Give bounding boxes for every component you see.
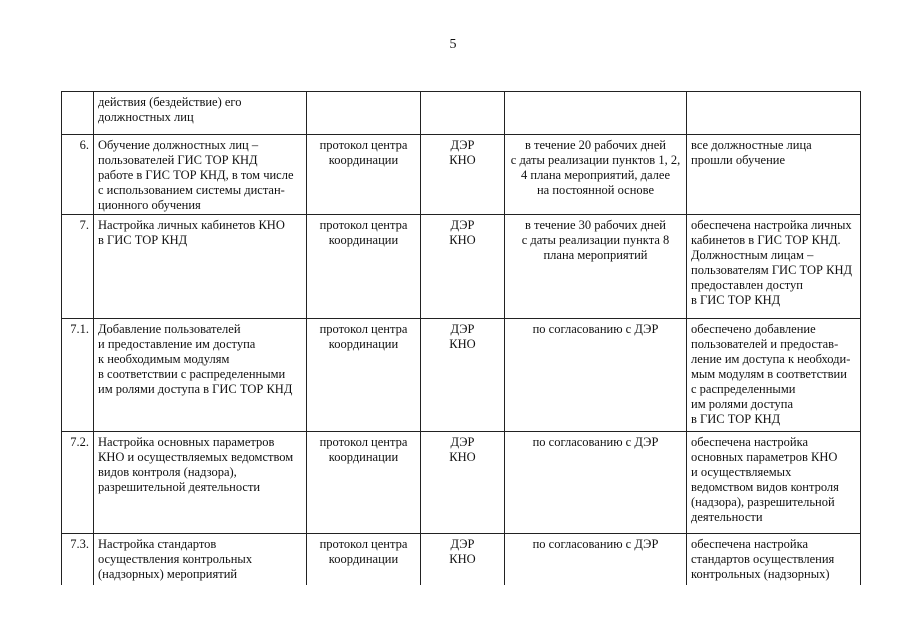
result-cell: все должностные лица прошли обучение — [687, 135, 861, 215]
responsible-cell: ДЭР КНО — [421, 534, 505, 586]
responsible-cell: ДЭР КНО — [421, 215, 505, 319]
row-number-cell: 7. — [62, 215, 94, 319]
term-cell: по согласованию с ДЭР — [505, 534, 687, 586]
result-cell: обеспечена настройка личных кабинетов в ГИС ТОР КНД. Должностным лицам – пользователям ГИС ТОР КНД предоставлен доступ в ГИС ТОР КНД — [687, 215, 861, 319]
action-cell: Настройка стандартов осуществления контрольных (надзорных) мероприятий — [94, 534, 307, 586]
term-cell: по согласованию с ДЭР — [505, 432, 687, 534]
result-cell: обеспечена настройка стандартов осуществления контрольных (надзорных) — [687, 534, 861, 586]
action-cell: действия (бездействие) его должностных лиц — [94, 92, 307, 135]
row-number-cell: 7.2. — [62, 432, 94, 534]
table-row — [62, 92, 861, 135]
document-cell: протокол центра координации — [307, 534, 421, 586]
table-row — [62, 432, 861, 534]
result-cell — [687, 92, 861, 135]
responsible-cell: ДЭР КНО — [421, 319, 505, 432]
action-plan-table — [61, 91, 861, 585]
responsible-cell: ДЭР КНО — [421, 135, 505, 215]
row-number-cell: 7.1. — [62, 319, 94, 432]
term-cell — [505, 92, 687, 135]
action-cell: Настройка основных параметров КНО и осуществляемых ведомством видов контроля (надзора), разрешительной деятельности — [94, 432, 307, 534]
table-row — [62, 534, 861, 586]
page-number: 5 — [449, 37, 457, 52]
action-cell: Добавление пользователей и предоставление им доступа к необходимым модулям в соответствии с распределенными им ролями доступа в ГИС ТОР КНД — [94, 319, 307, 432]
row-number-cell: 7.3. — [62, 534, 94, 586]
action-cell: Обучение должностных лиц – пользователей ГИС ТОР КНД работе в ГИС ТОР КНД, в том числе с использованием системы дистан- ционного обучения — [94, 135, 307, 215]
document-cell — [307, 92, 421, 135]
action-cell: Настройка личных кабинетов КНО в ГИС ТОР КНД — [94, 215, 307, 319]
table-row — [62, 135, 861, 215]
result-cell: обеспечена настройка основных параметров КНО и осуществляемых ведомством видов контроля (надзора), разрешительной деятельности — [687, 432, 861, 534]
table-row — [62, 215, 861, 319]
document-cell: протокол центра координации — [307, 319, 421, 432]
term-cell: в течение 30 рабочих дней с даты реализации пункта 8 плана мероприятий — [505, 215, 687, 319]
term-cell: в течение 20 рабочих дней с даты реализации пунктов 1, 2, 4 плана мероприятий, далее на постоянной основе — [505, 135, 687, 215]
document-cell: протокол центра координации — [307, 432, 421, 534]
result-cell: обеспечено добавление пользователей и предостав- ление им доступа к необходи- мым модулям в соответствии с распределенными им ролями доступа в ГИС ТОР КНД — [687, 319, 861, 432]
document-cell: протокол центра координации — [307, 135, 421, 215]
term-cell: по согласованию с ДЭР — [505, 319, 687, 432]
responsible-cell: ДЭР КНО — [421, 432, 505, 534]
responsible-cell — [421, 92, 505, 135]
row-number-cell: 6. — [62, 135, 94, 215]
document-cell: протокол центра координации — [307, 215, 421, 319]
row-number-cell — [62, 92, 94, 135]
table-row — [62, 319, 861, 432]
